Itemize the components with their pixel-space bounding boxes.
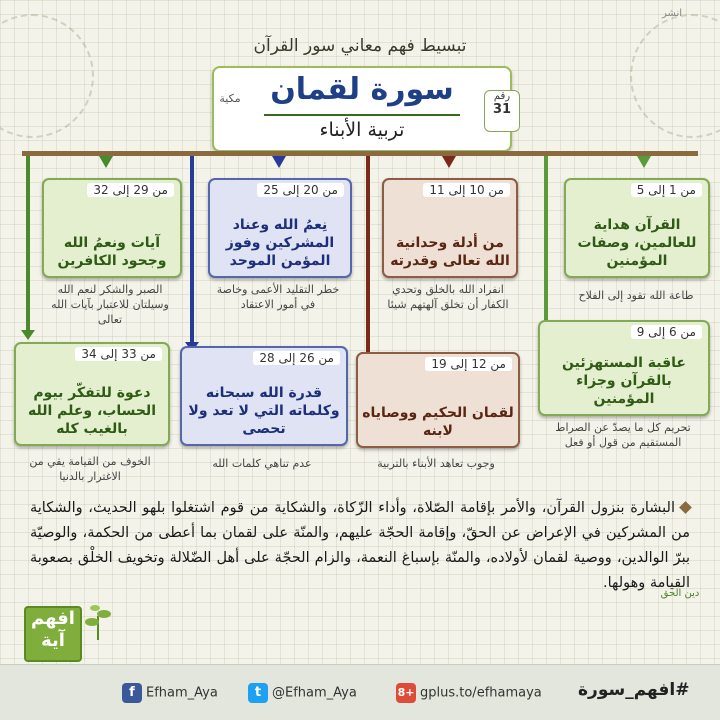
number-label: رقم (493, 91, 511, 102)
arrow-down-icon (637, 156, 651, 168)
footer-bar (0, 664, 720, 720)
facebook-icon: f (122, 683, 142, 703)
twitter-handle: @Efham_Aya (272, 685, 357, 701)
connector-brown (366, 156, 370, 354)
ayah-range: من 6 إلى 9 (631, 325, 702, 339)
summary-text: البشارة بنزول القرآن، والأمر بإقامة الصّلاة، وأداء الزّكاة، والشكاية من قوم اشتغلوا بلهو الحديث، والشكاية من المشركين في الإعراض عن الحقّ، وإقامة الحجّة عليهم، والمنّة على لقمان بما أعطى من الحكمة، والوصيّة ببرّ الوالدين، ووصية لقمان لأولاده، والمنّة بإسباغ النعمة، والزام الحجّة على أهل الضّلالة وتخويف الخلْق بصعوبة القيامة وهولها. (30, 500, 690, 591)
title-divider (264, 114, 460, 116)
ayah-range: من 12 إلى 19 (425, 357, 512, 371)
gplus-link[interactable] (396, 683, 542, 705)
topic-text: القرآن هداية للعالمين، وصفات المؤمنين (577, 217, 697, 269)
topic-text: قدرة الله سبحانه وكلماته التي لا تعد ولا تحصى (188, 385, 340, 437)
topic-note: خطر التقليد الأعمى وخاصة في أمور الاعتقاد (216, 283, 340, 311)
share-label[interactable]: انشر (662, 8, 682, 19)
plant-icon (85, 600, 111, 640)
number-value: 31 (492, 102, 512, 117)
topic-card (382, 178, 518, 278)
topic-card (356, 352, 520, 448)
ayah-range: من 1 إلى 5 (631, 183, 702, 197)
topic-text: نِعمُ الله وعناد المشركين وفوز المؤمن الموحد (225, 217, 335, 269)
deen-alhaq-logo: دين الحق (660, 588, 700, 599)
horizontal-connector (22, 151, 698, 156)
topic-text: من أدلة وحدانية الله تعالى وقدرته (390, 235, 510, 269)
connector-green-right (544, 156, 548, 328)
arrow-down-icon (442, 156, 456, 168)
twitter-icon: t (248, 683, 268, 703)
topic-card (14, 342, 170, 446)
hashtag: #افهم_سورة (578, 680, 690, 700)
topic-note: تحريم كل ما يصدّ عن الصراط المستقيم من قول أو فعل (555, 421, 691, 449)
efham-aya-logo: افهم آية (24, 606, 82, 662)
topic-note: عدم تناهي كلمات الله (212, 457, 312, 470)
gplus-url: gplus.to/efhamaya (420, 685, 542, 701)
ayah-range: من 33 إلى 34 (75, 347, 162, 361)
arrow-down-icon (99, 156, 113, 168)
arrow-down-icon (272, 156, 286, 168)
surah-number-badge (484, 90, 520, 132)
surah-type-badge: مكية (219, 92, 241, 105)
topic-note: الخوف من القيامة يقي من الاغترار بالدنيا (29, 455, 151, 483)
topic-note: وجوب تعاهد الأبناء بالتربية (377, 457, 495, 470)
arrow-down-icon (21, 330, 35, 340)
ayah-range: من 26 إلى 28 (253, 351, 340, 365)
gplus-icon: 8+ (396, 683, 416, 703)
topic-card (538, 320, 710, 416)
topic-note: انفراد الله بالخلق وتحدي الكفار أن تخلق آلهتهم شيئا (387, 283, 509, 311)
title-box (212, 66, 512, 152)
topic-card (208, 178, 352, 278)
topic-note: طاعة الله تقود إلى الفلاح (578, 289, 694, 302)
topic-card (42, 178, 182, 278)
topic-text: دعوة للتفكّر بيوم الحساب، وعلم الله بالغيب كله (27, 385, 156, 437)
right-ornament (630, 14, 720, 138)
twitter-link[interactable] (248, 683, 357, 705)
ayah-range: من 20 إلى 25 (257, 183, 344, 197)
connector-blue (190, 156, 194, 344)
topic-text: آيات ونعمُ الله وجحود الكافرين (57, 235, 167, 269)
connector-green-left (26, 156, 30, 332)
summary-paragraph (30, 496, 690, 596)
surah-theme: تربية الأبناء (319, 119, 405, 141)
ayah-range: من 29 إلى 32 (87, 183, 174, 197)
facebook-handle: Efham_Aya (146, 685, 218, 701)
facebook-link[interactable] (122, 683, 218, 705)
diamond-bullet-icon (679, 501, 692, 514)
topic-note: الصبر والشكر لنعم الله وسيلتان للاعتبار بآيات الله تعالى (51, 283, 169, 326)
topic-text: لقمان الحكيم ووصاياه لابنه (362, 405, 514, 439)
surah-title: سورة لقمان (270, 72, 454, 107)
left-ornament (0, 14, 94, 138)
topic-card (180, 346, 348, 446)
topic-card (564, 178, 710, 278)
ayah-range: من 10 إلى 11 (423, 183, 510, 197)
topic-text: عاقبة المستهزئين بالقرآن وجزاء المؤمنين (562, 355, 686, 407)
subtitle: تبسيط فهم معاني سور القرآن (253, 36, 467, 56)
